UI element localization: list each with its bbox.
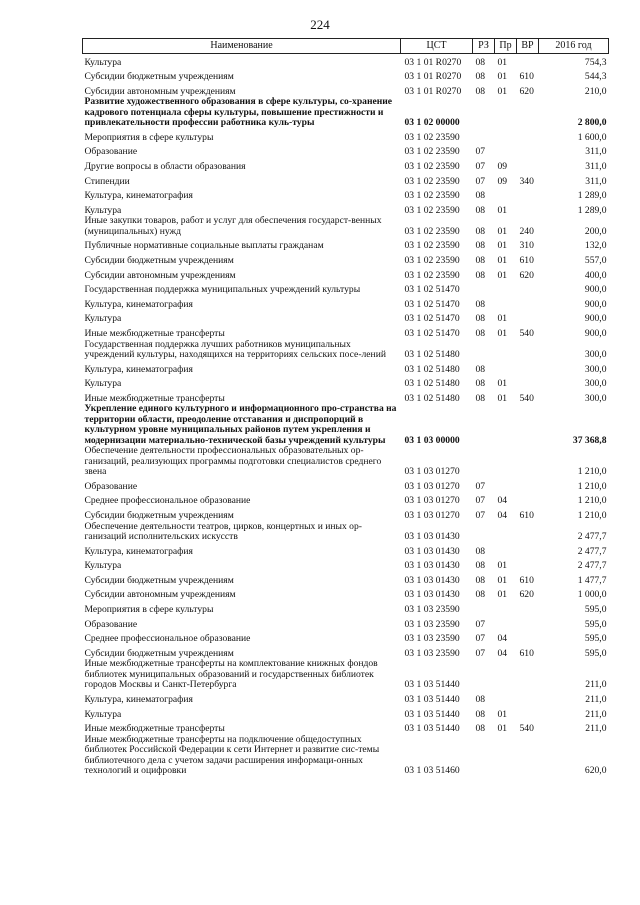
row-rz: 08 bbox=[475, 328, 486, 339]
table-row bbox=[83, 572, 609, 587]
row-vr bbox=[517, 522, 539, 543]
row-cst: 03 1 03 51440 bbox=[404, 679, 460, 691]
row-amount: 132,0 bbox=[584, 240, 607, 252]
row-name: Обеспечение деятельности театров, цирков, концертных и иных ор-ганизаций исполнительских искусств bbox=[84, 520, 362, 543]
row-amount: 2 477,7 bbox=[577, 531, 607, 543]
row-rz: 08 bbox=[475, 225, 486, 237]
row-cst: 03 1 02 23590 bbox=[404, 146, 460, 158]
row-rz: 07 bbox=[475, 161, 486, 173]
row-pr: 01 bbox=[497, 392, 508, 404]
table-row bbox=[83, 267, 609, 282]
row-vr: 620 bbox=[519, 269, 534, 281]
row-pr bbox=[495, 281, 517, 296]
table-row bbox=[83, 340, 609, 361]
row-cst: 03 1 02 51480 bbox=[404, 392, 460, 404]
row-vr: 340 bbox=[519, 175, 534, 187]
row-rz: 08 bbox=[475, 574, 486, 586]
row-pr: 04 bbox=[497, 647, 508, 659]
row-cst: 03 1 02 51480 bbox=[404, 349, 460, 360]
row-name: Государственная поддержка муниципальных учреждений культуры bbox=[84, 284, 361, 296]
table-row bbox=[83, 216, 609, 237]
table-row bbox=[83, 68, 609, 83]
row-vr: 620 bbox=[519, 85, 534, 97]
row-rz bbox=[473, 446, 495, 478]
row-vr bbox=[517, 187, 539, 202]
row-name: Обеспечение деятельности профессиональных образовательных ор-ганизаций, реализующих программы подготовки специалистов среднего звена bbox=[84, 445, 382, 478]
row-amount: 544,3 bbox=[584, 71, 607, 83]
row-name: Субсидии автономным учреждениям bbox=[84, 589, 236, 601]
table-row bbox=[83, 507, 609, 522]
row-name: Субсидии бюджетным учреждениям bbox=[84, 71, 234, 83]
row-amount: 1 289,0 bbox=[577, 204, 607, 216]
row-amount: 900,0 bbox=[584, 328, 607, 339]
row-amount: 300,0 bbox=[584, 392, 607, 404]
table-row bbox=[83, 543, 609, 558]
row-amount: 1 210,0 bbox=[577, 510, 607, 522]
row-amount: 211,0 bbox=[585, 679, 607, 691]
row-cst: 03 1 02 23590 bbox=[404, 161, 460, 173]
row-amount: 2 477,7 bbox=[577, 545, 607, 557]
row-name: Иные межбюджетные трансферты на подключение общедоступных библиотек Российской Федерации к сети Интернет и развитие сис-темы библиотечного дела с учетом задачи расширения информаци-онных технологий и оцифровки bbox=[84, 733, 380, 777]
row-name: Субсидии автономным учреждениям bbox=[84, 269, 236, 281]
row-pr: 04 bbox=[497, 510, 508, 522]
row-cst: 03 1 03 01430 bbox=[404, 560, 460, 572]
row-rz: 08 bbox=[475, 693, 486, 705]
row-vr bbox=[517, 478, 539, 493]
table-row bbox=[83, 522, 609, 543]
row-cst: 03 1 02 23590 bbox=[404, 269, 460, 281]
row-rz: 08 bbox=[475, 313, 486, 325]
row-cst: 03 1 02 51470 bbox=[404, 328, 460, 339]
row-vr: 610 bbox=[519, 574, 534, 586]
row-vr bbox=[517, 543, 539, 558]
row-rz: 08 bbox=[475, 298, 486, 310]
row-amount: 1 477,7 bbox=[577, 574, 607, 586]
row-amount: 900,0 bbox=[584, 313, 607, 325]
row-cst: 03 1 03 51440 bbox=[404, 723, 460, 735]
row-amount: 300,0 bbox=[584, 349, 607, 360]
row-amount: 211,0 bbox=[585, 693, 607, 705]
row-name: Мероприятия в сфере культуры bbox=[84, 131, 214, 143]
row-pr bbox=[495, 97, 517, 129]
row-name: Среднее профессиональное образование bbox=[84, 633, 251, 645]
row-amount: 595,0 bbox=[584, 618, 607, 630]
row-name: Иные закупки товаров, работ и услуг для обеспечения государст-венных (муниципальных) нужд bbox=[84, 215, 382, 237]
table-row bbox=[83, 404, 609, 446]
row-vr bbox=[517, 557, 539, 572]
row-amount: 1 289,0 bbox=[577, 190, 607, 202]
row-pr bbox=[495, 340, 517, 361]
row-rz: 08 bbox=[475, 204, 486, 216]
row-cst: 03 1 02 23590 bbox=[404, 204, 460, 216]
row-rz bbox=[473, 522, 495, 543]
row-cst: 03 1 03 01430 bbox=[404, 574, 460, 586]
row-vr bbox=[517, 404, 539, 446]
row-rz: 08 bbox=[475, 392, 486, 404]
table-row bbox=[83, 361, 609, 376]
row-pr: 04 bbox=[497, 495, 508, 507]
table-row bbox=[83, 143, 609, 158]
row-pr bbox=[495, 543, 517, 558]
row-name: Иные межбюджетные трансферты bbox=[84, 328, 225, 339]
table-row bbox=[83, 601, 609, 616]
row-amount: 300,0 bbox=[584, 378, 607, 390]
row-pr: 01 bbox=[497, 560, 508, 572]
row-cst: 03 1 03 01270 bbox=[404, 495, 460, 507]
table-row bbox=[83, 630, 609, 645]
row-cst: 03 1 02 23590 bbox=[404, 225, 460, 237]
row-vr bbox=[517, 659, 539, 691]
row-name: Субсидии бюджетным учреждениям bbox=[84, 510, 234, 522]
row-pr: 01 bbox=[497, 255, 508, 267]
row-pr bbox=[495, 601, 517, 616]
row-pr bbox=[495, 446, 517, 478]
table-row bbox=[83, 735, 609, 777]
row-name: Культура bbox=[84, 204, 122, 216]
row-cst: 03 1 03 01430 bbox=[404, 545, 460, 557]
table-row bbox=[83, 237, 609, 252]
row-cst: 03 1 02 51470 bbox=[404, 284, 460, 296]
row-rz: 07 bbox=[475, 146, 486, 158]
row-vr: 610 bbox=[519, 255, 534, 267]
table-row bbox=[83, 720, 609, 735]
row-pr: 01 bbox=[497, 378, 508, 390]
row-amount: 211,0 bbox=[585, 723, 607, 735]
row-amount: 211,0 bbox=[585, 708, 607, 720]
row-pr: 01 bbox=[497, 269, 508, 281]
table-row bbox=[83, 390, 609, 405]
row-amount: 311,0 bbox=[585, 161, 607, 173]
table-row bbox=[83, 202, 609, 217]
row-vr bbox=[517, 446, 539, 478]
row-vr: 610 bbox=[519, 510, 534, 522]
header-cst: ЦСТ bbox=[401, 39, 473, 54]
table-row bbox=[83, 691, 609, 706]
row-pr bbox=[495, 361, 517, 376]
row-vr bbox=[517, 361, 539, 376]
row-cst: 03 1 03 01270 bbox=[404, 466, 460, 478]
page-number: 224 bbox=[310, 17, 330, 32]
row-vr bbox=[517, 310, 539, 325]
row-vr: 240 bbox=[519, 225, 534, 237]
row-vr bbox=[517, 129, 539, 144]
table-row bbox=[83, 83, 609, 98]
row-amount: 1 000,0 bbox=[577, 589, 607, 601]
row-pr: 04 bbox=[497, 633, 508, 645]
row-name: Среднее профессиональное образование bbox=[84, 495, 251, 507]
row-pr bbox=[495, 522, 517, 543]
table-row bbox=[83, 645, 609, 660]
row-cst: 03 1 02 23590 bbox=[404, 131, 460, 143]
row-rz: 08 bbox=[475, 589, 486, 601]
row-rz: 07 bbox=[475, 510, 486, 522]
row-amount: 37 368,8 bbox=[572, 434, 607, 446]
row-rz: 08 bbox=[475, 255, 486, 267]
row-cst: 03 1 02 51480 bbox=[404, 378, 460, 390]
row-cst: 03 1 02 51470 bbox=[404, 298, 460, 310]
row-cst: 03 1 03 51440 bbox=[404, 693, 460, 705]
row-name: Публичные нормативные социальные выплаты гражданам bbox=[84, 240, 324, 252]
table-row bbox=[83, 187, 609, 202]
row-cst: 03 1 02 23590 bbox=[404, 175, 460, 187]
row-rz: 08 bbox=[475, 378, 486, 390]
row-vr bbox=[517, 296, 539, 311]
row-cst: 03 1 03 01430 bbox=[404, 531, 460, 543]
row-amount: 400,0 bbox=[584, 269, 607, 281]
table-row bbox=[83, 375, 609, 390]
row-vr: 620 bbox=[519, 589, 534, 601]
row-amount: 557,0 bbox=[584, 255, 607, 267]
row-name: Культура bbox=[84, 313, 122, 325]
row-amount: 595,0 bbox=[584, 604, 607, 616]
table-row bbox=[83, 158, 609, 173]
row-cst: 03 1 02 51470 bbox=[404, 313, 460, 325]
table-row bbox=[83, 281, 609, 296]
row-pr: 01 bbox=[497, 708, 508, 720]
row-amount: 2 477,7 bbox=[577, 560, 607, 572]
table-row bbox=[83, 54, 609, 69]
budget-table bbox=[82, 38, 609, 777]
row-vr bbox=[517, 54, 539, 69]
table-row bbox=[83, 616, 609, 631]
row-amount: 1 210,0 bbox=[577, 480, 607, 492]
row-name: Субсидии бюджетным учреждениям bbox=[84, 255, 234, 267]
row-cst: 03 1 03 51440 bbox=[404, 708, 460, 720]
table-row bbox=[83, 659, 609, 691]
table-row bbox=[83, 129, 609, 144]
row-rz: 07 bbox=[475, 647, 486, 659]
header-vr: ВР bbox=[517, 39, 539, 54]
row-amount: 1 600,0 bbox=[577, 131, 607, 143]
row-rz bbox=[473, 601, 495, 616]
row-rz bbox=[473, 659, 495, 691]
row-pr bbox=[495, 129, 517, 144]
row-rz bbox=[473, 97, 495, 129]
row-vr bbox=[517, 601, 539, 616]
row-amount: 900,0 bbox=[584, 298, 607, 310]
table-row bbox=[83, 446, 609, 478]
row-rz: 08 bbox=[475, 708, 486, 720]
row-name: Культура, кинематография bbox=[84, 298, 193, 310]
table-row bbox=[83, 325, 609, 340]
row-rz: 07 bbox=[475, 175, 486, 187]
header-pr: Пр bbox=[495, 39, 517, 54]
row-pr bbox=[495, 735, 517, 777]
row-name: Развитие художественного образования в сфере культуры, со-хранение кадрового потенциала сферы культуры, повышение престижности и привлекательности профессии работника куль-туры bbox=[84, 96, 393, 129]
row-name: Образование bbox=[84, 618, 138, 630]
row-vr: 610 bbox=[519, 647, 534, 659]
table-row bbox=[83, 557, 609, 572]
row-vr bbox=[517, 616, 539, 631]
row-cst: 03 1 02 23590 bbox=[404, 255, 460, 267]
row-rz: 07 bbox=[475, 633, 486, 645]
row-vr bbox=[517, 143, 539, 158]
header-year: 2016 год bbox=[539, 39, 609, 54]
row-name: Культура bbox=[84, 708, 122, 720]
row-name: Мероприятия в сфере культуры bbox=[84, 604, 214, 616]
row-cst: 03 1 03 23590 bbox=[404, 604, 460, 616]
row-vr: 540 bbox=[519, 723, 534, 735]
table-row bbox=[83, 173, 609, 188]
row-amount: 900,0 bbox=[584, 284, 607, 296]
row-name: Стипендии bbox=[84, 175, 130, 187]
row-rz: 08 bbox=[475, 560, 486, 572]
row-pr bbox=[495, 296, 517, 311]
table-row bbox=[83, 492, 609, 507]
row-vr bbox=[517, 281, 539, 296]
row-cst: 03 1 01 R0270 bbox=[404, 85, 462, 97]
row-cst: 03 1 03 23590 bbox=[404, 618, 460, 630]
row-amount: 754,3 bbox=[584, 56, 607, 68]
row-name: Культура bbox=[84, 378, 122, 390]
row-amount: 1 210,0 bbox=[577, 495, 607, 507]
row-name: Иные межбюджетные трансферты на комплектование книжных фондов библиотек муниципальных образований и государственных библиотек городов Москвы и Санкт-Петербурга bbox=[84, 658, 378, 691]
row-vr: 540 bbox=[519, 392, 534, 404]
row-rz: 07 bbox=[475, 618, 486, 630]
row-amount: 2 800,0 bbox=[577, 117, 607, 129]
row-pr bbox=[495, 404, 517, 446]
table-row bbox=[83, 705, 609, 720]
row-vr: 610 bbox=[519, 71, 534, 83]
row-name: Субсидии бюджетным учреждениям bbox=[84, 647, 234, 659]
row-amount: 1 210,0 bbox=[577, 466, 607, 478]
row-pr: 01 bbox=[497, 313, 508, 325]
table-row bbox=[83, 296, 609, 311]
row-vr bbox=[517, 158, 539, 173]
row-pr bbox=[495, 187, 517, 202]
row-pr bbox=[495, 143, 517, 158]
row-amount: 595,0 bbox=[584, 647, 607, 659]
table-row bbox=[83, 478, 609, 493]
row-rz: 08 bbox=[475, 269, 486, 281]
row-rz bbox=[473, 129, 495, 144]
table-row bbox=[83, 310, 609, 325]
row-name: Культура, кинематография bbox=[84, 190, 193, 202]
row-amount: 595,0 bbox=[584, 633, 607, 645]
row-rz: 07 bbox=[475, 480, 486, 492]
row-amount: 311,0 bbox=[585, 146, 607, 158]
row-pr bbox=[495, 478, 517, 493]
row-cst: 03 1 03 23590 bbox=[404, 647, 460, 659]
row-cst: 03 1 02 23590 bbox=[404, 190, 460, 202]
row-cst: 03 1 03 01270 bbox=[404, 510, 460, 522]
row-cst: 03 1 02 23590 bbox=[404, 240, 460, 252]
table-body bbox=[83, 54, 609, 777]
table-row bbox=[83, 97, 609, 129]
row-cst: 03 1 03 00000 bbox=[404, 434, 460, 446]
row-vr bbox=[517, 492, 539, 507]
row-pr: 01 bbox=[497, 328, 508, 339]
row-cst: 03 1 03 23590 bbox=[404, 633, 460, 645]
row-vr bbox=[517, 705, 539, 720]
table-row bbox=[83, 252, 609, 267]
row-pr: 09 bbox=[497, 175, 508, 187]
row-rz: 08 bbox=[475, 240, 486, 252]
row-name: Образование bbox=[84, 480, 138, 492]
row-rz: 08 bbox=[475, 56, 486, 68]
row-name: Другие вопросы в области образования bbox=[84, 161, 246, 173]
row-pr bbox=[495, 691, 517, 706]
row-cst: 03 1 03 51460 bbox=[404, 765, 460, 777]
row-rz: 08 bbox=[475, 85, 486, 97]
row-cst: 03 1 02 00000 bbox=[404, 117, 460, 129]
row-amount: 620,0 bbox=[584, 765, 607, 777]
row-name: Иные межбюджетные трансферты bbox=[84, 723, 225, 735]
row-cst: 03 1 02 51480 bbox=[404, 363, 460, 375]
row-rz: 08 bbox=[475, 545, 486, 557]
row-rz bbox=[473, 340, 495, 361]
row-name: Укрепление единого культурного и информационного про-странства на территории области, преодоление отставания и диспропорций в культурном уровне муниципальных районов путем укрепления и модернизации материально-технической базы учреждений культуры bbox=[84, 403, 397, 446]
row-rz bbox=[473, 404, 495, 446]
row-name: Культура bbox=[84, 56, 122, 68]
row-pr: 01 bbox=[497, 589, 508, 601]
table-row bbox=[83, 586, 609, 601]
row-rz: 08 bbox=[475, 363, 486, 375]
row-cst: 03 1 01 R0270 bbox=[404, 56, 462, 68]
row-amount: 200,0 bbox=[584, 225, 607, 237]
row-cst: 03 1 03 01430 bbox=[404, 589, 460, 601]
row-rz: 07 bbox=[475, 495, 486, 507]
row-pr: 01 bbox=[497, 723, 508, 735]
row-rz bbox=[473, 735, 495, 777]
table-header bbox=[83, 39, 609, 54]
row-amount: 311,0 bbox=[585, 175, 607, 187]
row-pr bbox=[495, 616, 517, 631]
row-pr: 01 bbox=[497, 204, 508, 216]
row-pr: 01 bbox=[497, 85, 508, 97]
row-name: Иные межбюджетные трансферты bbox=[84, 392, 225, 404]
row-pr: 01 bbox=[497, 56, 508, 68]
row-name: Субсидии бюджетным учреждениям bbox=[84, 574, 234, 586]
header-name: Наименование bbox=[83, 39, 401, 54]
row-name: Государственная поддержка лучших работников муниципальных учреждений культуры, находящихся на территориях сельских посе-лений bbox=[84, 338, 386, 360]
row-vr bbox=[517, 375, 539, 390]
row-name: Образование bbox=[84, 146, 138, 158]
row-name: Субсидии автономным учреждениям bbox=[84, 85, 236, 97]
row-cst: 03 1 03 01270 bbox=[404, 480, 460, 492]
row-amount: 210,0 bbox=[584, 85, 607, 97]
row-vr: 310 bbox=[519, 240, 534, 252]
row-pr: 09 bbox=[497, 161, 508, 173]
row-vr bbox=[517, 630, 539, 645]
row-name: Культура bbox=[84, 560, 122, 572]
row-vr bbox=[517, 735, 539, 777]
header-rz: РЗ bbox=[473, 39, 495, 54]
row-vr: 540 bbox=[519, 328, 534, 339]
row-vr bbox=[517, 202, 539, 217]
row-cst: 03 1 01 R0270 bbox=[404, 71, 462, 83]
row-pr: 01 bbox=[497, 71, 508, 83]
row-vr bbox=[517, 97, 539, 129]
row-pr: 01 bbox=[497, 240, 508, 252]
row-rz: 08 bbox=[475, 71, 486, 83]
row-vr bbox=[517, 691, 539, 706]
row-rz: 08 bbox=[475, 723, 486, 735]
row-pr: 01 bbox=[497, 574, 508, 586]
row-pr bbox=[495, 659, 517, 691]
row-pr: 01 bbox=[497, 225, 508, 237]
row-rz bbox=[473, 281, 495, 296]
row-name: Культура, кинематография bbox=[84, 545, 193, 557]
row-name: Культура, кинематография bbox=[84, 363, 193, 375]
row-rz: 08 bbox=[475, 190, 486, 202]
row-name: Культура, кинематография bbox=[84, 693, 193, 705]
row-amount: 300,0 bbox=[584, 363, 607, 375]
row-vr bbox=[517, 340, 539, 361]
